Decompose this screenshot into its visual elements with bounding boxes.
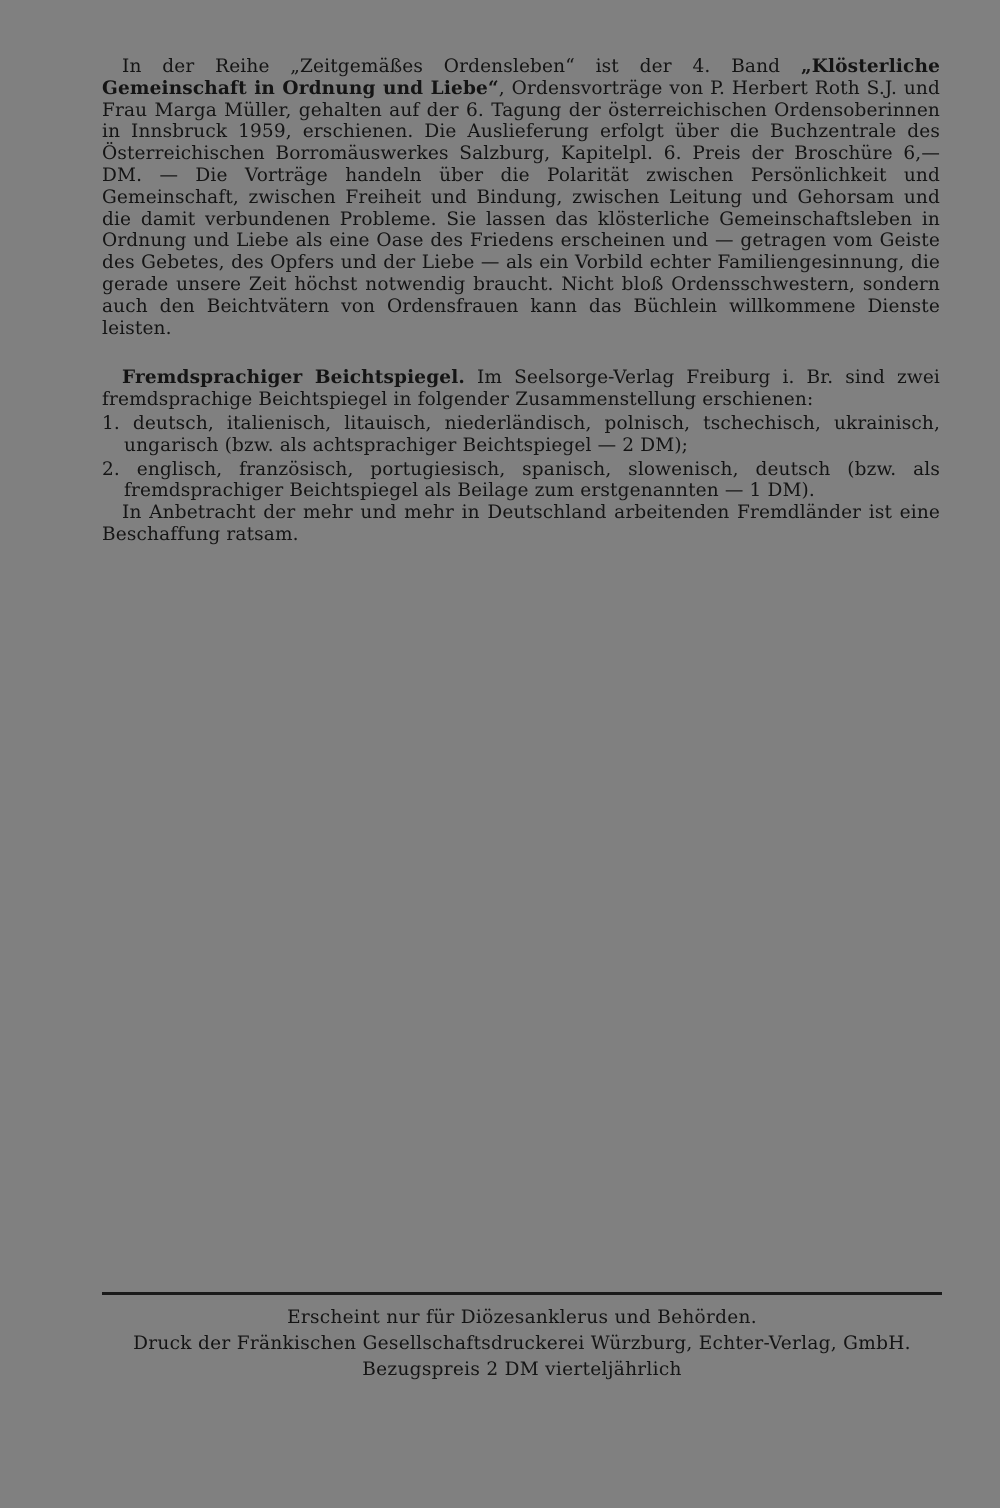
- article1-intro: In der Reihe „Zeitgemäßes Ordensleben“ ist der 4. Band: [122, 56, 801, 77]
- footer-distribution-note: Erscheint nur für Diözesanklerus und Behörden.: [287, 1307, 757, 1328]
- list-item: 2. englisch, französisch, portugiesisch, spanisch, slowenisch, deutsch (bzw. als fremdsprachiger Beichtspiegel als Beilage zum erstgenannten — 1 DM).: [102, 458, 940, 502]
- list-item: 1. deutsch, italienisch, litauisch, niederländisch, polnisch, tschechisch, ukrainisch, ungarisch (bzw. als achtsprachiger Beichtspiegel — 2 DM);: [102, 412, 940, 456]
- article-klosterliche-gemeinschaft: [102, 56, 940, 339]
- footer: [102, 1292, 942, 1383]
- article2-body: Im Seelsorge-Verlag Freiburg i. Br. sind zwei fremdsprachige Beichtspiegel in folgender Zusammenstellung erschienen:: [102, 367, 940, 411]
- footer-price-note: Bezugspreis 2 DM vierteljährlich: [362, 1359, 682, 1380]
- article1-book-title: „Klösterliche Gemeinschaft in Ordnung und Liebe“: [102, 56, 940, 99]
- footer-divider: [102, 1292, 942, 1295]
- article1-body: , Ordensvorträge von P. Herbert Roth S.J. und Frau Marga Müller, gehalten auf der 6. Tagung der österreichischen Ordensoberinnen in Innsbruck 1959, erschienen. Die Auslieferung erfolgt über die Buchzentrale des Österreichischen Borromäuswerkes Salzburg, Kapitelpl. 6. Preis der Broschüre 6,— DM. — Die Vorträge handeln über die Polarität zwischen Persönlichkeit und Gemeinschaft, zwischen Freiheit und Bindung, zwischen Leitung und Gehorsam und die damit verbundenen Probleme. Sie lassen das klösterliche Gemeinschaftsleben in Ordnung und Liebe als eine Oase des Friedens erscheinen und — getragen vom Geiste des Gebetes, des Opfers und der Liebe — als ein Vorbild echter Familiengesinnung, die gerade unsere Zeit höchst notwendig braucht. Nicht bloß Ordensschwestern, sondern auch den Beichtvätern von Ordensfrauen kann das Büchlein willkommene Dienste leisten.: [102, 77, 940, 339]
- footer-printer-note: Druck der Fränkischen Gesellschaftsdruckerei Würzburg, Echter-Verlag, GmbH.: [133, 1333, 911, 1354]
- article2-title: Fremdsprachiger Beichtspiegel.: [122, 367, 466, 389]
- article-fremdsprachiger-beichtspiegel: [102, 367, 940, 411]
- page-content: [102, 56, 940, 546]
- article2-closing: In Anbetracht der mehr und mehr in Deutschland arbeitenden Fremdländer ist eine Beschaffung ratsam.: [102, 502, 940, 545]
